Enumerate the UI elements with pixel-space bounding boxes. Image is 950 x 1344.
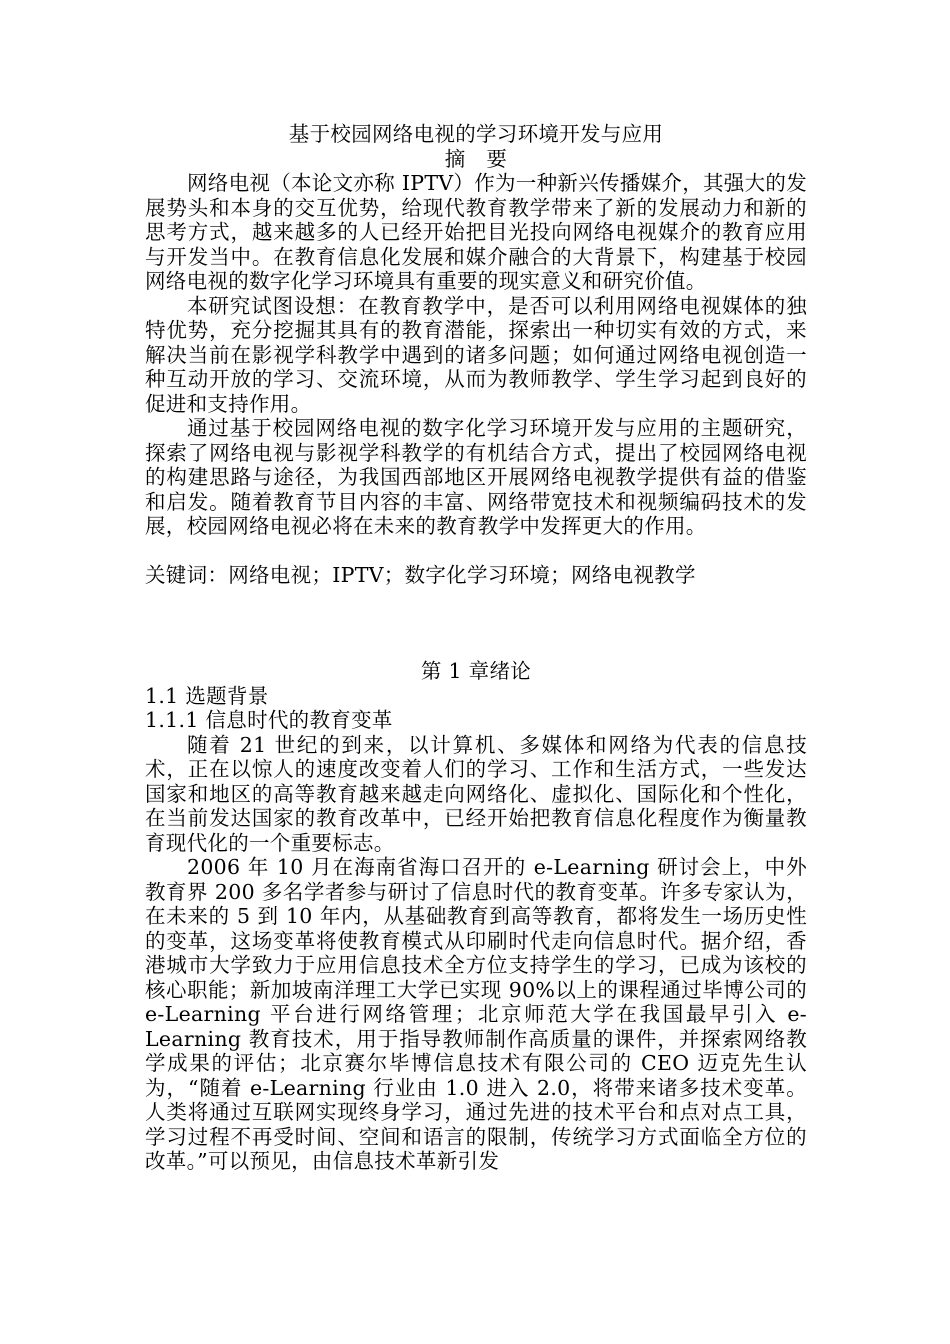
- keywords-line: 关键词：网络电视；IPTV；数字化学习环境；网络电视教学: [145, 562, 696, 587]
- abstract-paragraph-2: 本研究试图设想：在教育教学中，是否可以利用网络电视媒体的独特优势，充分挖掘其具有的教育潜能，探索出一种切实有效的方式，来解决当前在影视学科教学中遇到的诸多问题；如何通过网络电视创造一种互动开放的学习、交流环境，从而为教师教学、学生学习起到良好的促进和支持作用。: [145, 293, 807, 416]
- body-paragraph-2: 2006 年 10 月在海南省海口召开的 e-Learning 研讨会上，中外教育界 200 多名学者参与研讨了信息时代的教育变革。许多专家认为，在未来的 5 到 10 年内，从基础教育到高等教育，都将发生一场历史性的变革，这场变革将使教育模式从印刷时代走向信息时代。据介绍，香港城市大学致力于应用信息技术全方位支持学生的学习，已成为该校的核心职能；新加坡南洋理工大学已实现 90%以上的课程通过毕博公司的 e-Learning 平台进行网络管理；北京师范大学在我国最早引入 e-Learning 教育技术，用于指导教师制作高质量的课件，并探索网络教学成果的评估；北京赛尔毕博信息技术有限公司的 CEO 迈克先生认为，“随着 e-Learning 行业由 1.0 进入 2.0，将带来诸多技术变革。人类将通过互联网实现终身学习，通过先进的技术平台和点对点工具，学习过程不再受时间、空间和语言的限制，传统学习方式面临全方位的改革。”可以预见，由信息技术革新引发: [145, 855, 807, 1173]
- abstract-paragraph-3: 通过基于校园网络电视的数字化学习环境开发与应用的主题研究，探索了网络电视与影视学科教学的有机结合方式，提出了校园网络电视的构建思路与途径，为我国西部地区开展网络电视教学提供有益的借鉴和启发。随着教育节目内容的丰富、网络带宽技术和视频编码技术的发展，校园网络电视必将在未来的教育教学中发挥更大的作用。: [145, 416, 807, 538]
- document-title: 基于校园网络电视的学习环境开发与应用: [288, 122, 664, 146]
- body-paragraph-1: 随着 21 世纪的到来，以计算机、多媒体和网络为代表的信息技术，正在以惊人的速度改变着人们的学习、工作和生活方式，一些发达国家和地区的高等教育越来越走向网络化、虚拟化、国际化和个性化，在当前发达国家的教育改革中，已经开始把教育信息化程度作为衡量教育现代化的一个重要标志。: [145, 732, 807, 855]
- abstract-paragraph-1: 网络电视（本论文亦称 IPTV）作为一种新兴传播媒介，其强大的发展势头和本身的交互优势，给现代教育教学带来了新的发展动力和新的思考方式，越来越多的人已经开始把目光投向网络电视媒介的教育应用与开发当中。在教育信息化发展和媒介融合的大背景下，构建基于校园网络电视的数字化学习环境具有重要的现实意义和研究价值。: [145, 171, 807, 293]
- document-page: [145, 122, 807, 1174]
- spacer: [145, 587, 807, 659]
- abstract-heading: 摘 要: [444, 146, 508, 171]
- spacer: [145, 539, 807, 563]
- chapter-title: 第 1 章绪论: [420, 659, 532, 683]
- section-heading-1-1-1: 1.1.1 信息时代的教育变革: [145, 708, 393, 732]
- section-heading-1-1: 1.1 选题背景: [145, 683, 269, 708]
